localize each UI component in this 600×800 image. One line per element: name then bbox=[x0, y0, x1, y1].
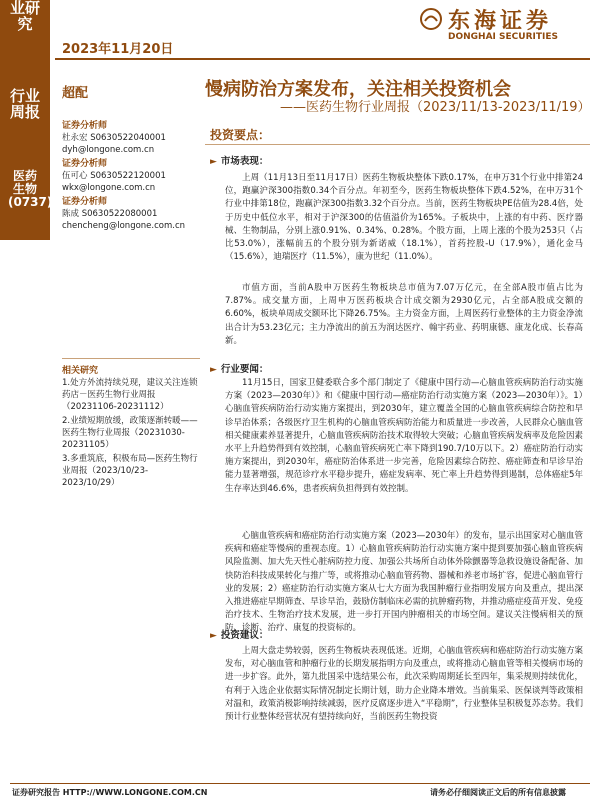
analyst-block-2 bbox=[62, 158, 200, 194]
industry-news-heading bbox=[210, 361, 268, 375]
triangle-bullet-icon: ► bbox=[210, 157, 217, 167]
key-points-rule bbox=[205, 144, 590, 145]
side-label-industry-research: 业研究 bbox=[9, 0, 40, 33]
analyst-role: 证券分析师 bbox=[62, 159, 108, 169]
header-rule bbox=[55, 58, 590, 60]
analyst-email[interactable]: dyh@longone.com.cn bbox=[62, 145, 155, 155]
triangle-bullet-icon: ► bbox=[210, 365, 217, 375]
report-title: 慢病防治方案发布，关注相关投资机会 bbox=[205, 79, 511, 100]
logo-text-en: DONGHAI SECURITIES bbox=[448, 32, 558, 42]
related-item[interactable]: 1.处方外流持续兑现，建议关注连锁药店－医药生物行业周报（20231106-20231112） bbox=[62, 378, 198, 412]
analyst-block-1 bbox=[62, 120, 200, 156]
market-paragraph-2: 市值方面，当前A股申万医药生物板块总市值为7.07万亿元，在全部A股市值占比为7.87%。成交量方面，上周申万医药板块合计成交额为2930亿元，占全部A股成交额的6.60%，板块单周成交额环比下降26.75%。主力资金方面，上周医药行业整体的主力资金净流出合计为53.23亿元；主力净流出的前五为润达医疗、翰宇药业、药明康德、康龙化成、长春高新。 bbox=[225, 283, 583, 346]
footer-disclaimer: 请务必仔细阅读正文后的所有信息披露 bbox=[430, 788, 566, 797]
news-paragraph-2: 心脑血管疾病和癌症防治行动实施方案（2023—2030年）的发布，显示出国家对心脑血管疾病和癌症等慢病的重视态度。1）心脑血管疾病防治行动实施方案中提到要加强心脑血管疾病风险监测、加大先天性心脏病防控力度、加强公共场所自动体外除颤器等急救设施设备配备、加快防治科技成果转化与推广等，或将推动心脑血管药物、器械和养老市场扩容，促进心脑血管行业的发展；2）癌症防治行动实施方案从七大方面为我国肿瘤行业指明发展方向及重点，提出深入推进癌症早期筛查、早诊早治，鼓励仿制临床必需的抗肿瘤药物，并推动癌症疫苗开发、免疫治疗技术、生物治疗技术发展，进一步打开国内肿瘤相关的市场空间。建议关注慢病相关的预防、诊断、治疗、康复的投资标的。 bbox=[225, 531, 583, 634]
investment-advice-heading bbox=[210, 627, 268, 641]
report-date: 2023年11月20日 bbox=[62, 42, 174, 57]
report-subtitle: ——医药生物行业周报（2023/11/13-2023/11/19） bbox=[280, 100, 591, 115]
news-paragraph-1: 11月15日，国家卫健委联合多个部门制定了《健康中国行动—心脑血管疾病防治行动实施方案（2023—2030年）》和《健康中国行动—癌症防治行动实施方案（2023—2030年）》。1）心脑血管疾病防治行动实施方案提出，到2030年，建立覆盖全国的心脑血管疾病综合防控和早诊早治体系；各级医疗卫生机构的心脑血管疾病防治能力和质量进一步改善，人民群众心脑血管相关健康素养显著提升，心脑血管疾病防治技术取得较大突破；心脑血管疾病发病率及危险因素水平上升趋势得到有效控制，心脑血管疾病死亡率下降到190.7/10万以下。2）癌症防治行动实施方案提出，到2030年，癌症防治体系进一步完善，危险因素综合防控、癌症筛查和早诊早治能力显著增强，规范诊疗水平稳步提升，癌症发病率、死亡率上升趋势得到遏制，总体癌症5年生存率达到46.6%，患者疾病负担得到有效控制。 bbox=[225, 378, 583, 494]
investment-advice-label: 投资建议： bbox=[220, 630, 269, 641]
analyst-email[interactable]: wkx@longone.com.cn bbox=[62, 183, 156, 193]
analyst-email[interactable]: chencheng@longone.com.cn bbox=[62, 221, 186, 231]
analyst-role: 证券分析师 bbox=[62, 121, 108, 131]
footer-website[interactable]: 证券研究报告 HTTP://WWW.LONGONE.COM.CN bbox=[12, 788, 208, 797]
key-points-heading: 投资要点： bbox=[210, 128, 271, 142]
analyst-role: 证券分析师 bbox=[62, 197, 108, 207]
industry-rating: 超配 bbox=[62, 86, 89, 101]
side-label-sector: 医药生物(0737) bbox=[8, 169, 53, 209]
related-divider bbox=[62, 358, 200, 359]
footer-rule bbox=[10, 783, 590, 784]
related-research-list bbox=[62, 377, 200, 491]
analyst-name-id: 伍可心 S0630522120001 bbox=[62, 171, 166, 181]
related-item[interactable]: 3.多重筑底，积极布局—医药生物行业周报（2023/10/23-2023/10/29） bbox=[62, 454, 198, 488]
donghai-logo-icon bbox=[420, 8, 442, 30]
industry-news-label: 行业要闻： bbox=[220, 364, 269, 375]
side-label-weekly: 行业周报 bbox=[9, 87, 40, 121]
market-performance-label: 市场表现： bbox=[220, 156, 269, 167]
logo-text-cn: 东海证券 bbox=[448, 9, 553, 34]
analyst-name-id: 陈成 S0630522080001 bbox=[62, 209, 158, 219]
market-performance-heading bbox=[210, 153, 268, 167]
related-research-heading: 相关研究 bbox=[62, 366, 99, 376]
market-paragraph-1: 上周（11月13日至11月17日）医药生物板块整体下跌0.17%，在申万31个行业中排第24位，跑赢沪深300指数0.34个百分点。年初至今，医药生物板块整体下跌4.52%，在申万31个行业中排第18位，跑赢沪深300指数3.32个百分点。当前，医药生物板块PE估值为28.4倍，处于历史中低位水平，相对于沪深300的估值溢价为165%。子板块中，上涨的有中药、医疗器械、生物制品，分别上涨0.91%、0.34%、0.28%。个股方面，上周上涨的个股为253只（占比53.0%），涨幅前五的个股分别为新诺威（18.1%），首药控股-U（17.9%），通化金马（15.6%），迪瑞医疗（11.5%），康为世纪（11.0%）。 bbox=[225, 173, 583, 263]
analyst-name-id: 杜永宏 S0630522040001 bbox=[62, 133, 166, 143]
related-item[interactable]: 2.业绩短期放缓，政策逐渐转暖——医药生物行业周报（20231030-20231105） bbox=[62, 416, 198, 450]
analyst-block-3 bbox=[62, 196, 200, 232]
triangle-bullet-icon: ► bbox=[210, 631, 217, 641]
advice-paragraph-1: 上周大盘走势较弱，医药生物板块表现低迷。近期，心脑血管疾病和癌症防治行动实施方案发布，对心脑血管和肿瘤行业的长期发展指明方向及重点，或将推动心脑血管等相关慢病市场的进一步扩容。此外，第九批国采中选结果公布，此次采购周期延长至四年，集采规则持续优化，有利于入选企业依据实际情况制定长期计划，助力企业降本增效。当前集采、医保谈判等政策相对温和，政策消极影响持续减弱，医疗反腐逐步进入“平稳期”，行业整体呈积极复苏态势。我们预计行业整体经营状况有望持续向好，当前医药生物投资 bbox=[225, 646, 583, 723]
